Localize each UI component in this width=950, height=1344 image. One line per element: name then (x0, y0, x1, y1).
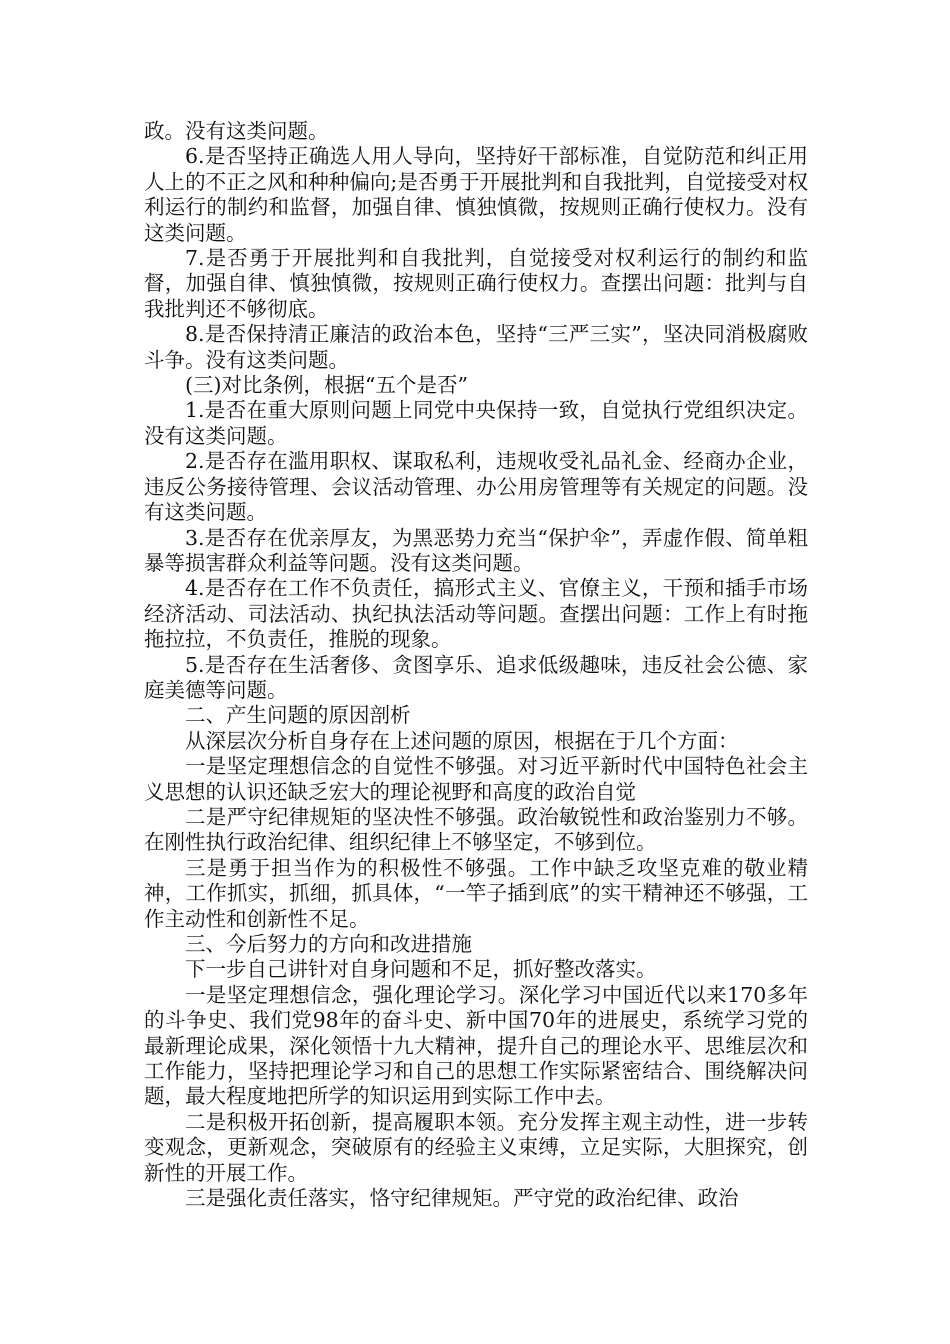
paragraph: 三、今后努力的方向和改进措施 (185, 932, 472, 956)
paragraph: 三是强化责任落实，恪守纪律规矩。严守党的政治纪律、政治 (185, 1186, 739, 1211)
paragraph: 6.是否坚持正确选人用人导向，坚持好干部标准，自觉防范和纠正用人上的不正之风和种种偏向;是否勇于开展批判和自我批判，自觉接受对权利运行的制约和监督，加强自律、慎独慎微，按规则正确行使权力。没有这类问题。 (144, 144, 808, 245)
paragraph: 二、产生问题的原因剖析 (185, 703, 411, 728)
paragraph: 5.是否存在生活奢侈、贪图享乐、追求低级趣味，违反社会公德、家庭美德等问题。 (144, 652, 808, 702)
paragraph: 三是勇于担当作为的积极性不够强。工作中缺乏攻坚克难的敬业精神，工作抓实，抓细，抓具体，“一竿子插到底”的实干精神还不够强，工作主动性和创新性不足。 (144, 855, 808, 931)
paragraph: 2.是否存在滥用职权、谋取私利，违规收受礼品礼金、经商办企业，违反公务接待管理、会议活动管理、办公用房管理等有关规定的问题。没有这类问题。 (144, 449, 808, 525)
paragraph: 二是积极开拓创新，提高履职本领。充分发挥主观主动性，进一步转变观念，更新观念，突破原有的经验主义束缚，立足实际，大胆探究，创新性的开展工作。 (144, 1109, 808, 1185)
paragraph: 4.是否存在工作不负责任，搞形式主义、官僚主义，干预和插手市场经济活动、司法活动、执纪执法活动等问题。查摆出问题：工作上有时拖拖拉拉，不负责任，推脱的现象。 (144, 576, 808, 652)
paragraph: 7.是否勇于开展批判和自我批判，自觉接受对权利运行的制约和监督，加强自律、慎独慎微，按规则正确行使权力。查摆出问题：批判与自我批判还不够彻底。 (144, 246, 808, 321)
paragraph: 二是严守纪律规矩的坚决性不够强。政治敏锐性和政治鉴别力不够。在刚性执行政治纪律、组织纪律上不够坚定，不够到位。 (144, 804, 808, 855)
paragraph: 1.是否在重大原则问题上同党中央保持一致，自觉执行党组织决定。没有这类问题。 (144, 398, 808, 448)
paragraph: 下一步自己讲针对自身问题和不足，抓好整改落实。 (185, 957, 657, 982)
paragraph: 政。没有这类问题。 (144, 119, 329, 143)
paragraph: 3.是否存在优亲厚友，为黑恶势力充当“保护伞”，弄虚作假、简单粗暴等损害群众利益等问题。没有这类问题。 (144, 525, 808, 575)
paragraph: 一是坚定理想信念的自觉性不够强。对习近平新时代中国特色社会主义思想的认识还缺乏宏大的理论视野和高度的政治自觉 (144, 754, 808, 804)
paragraph: 一是坚定理想信念，强化理论学习。深化学习中国近代以来170多年的斗争史、我们党98年的奋斗史、新中国70年的进展史，系统学习党的最新理论成果，深化领悟十九大精神，提升自己的理论水平、思维层次和工作能力，坚持把理论学习和自己的思想工作实际紧密结合、围绕解决问题，最大程度地把所学的知识运用到实际工作中去。 (144, 982, 808, 1109)
paragraph: 8.是否保持清正廉洁的政治本色，坚持“三严三实”，坚决同消极腐败斗争。没有这类问题。 (144, 322, 808, 372)
document-body (144, 119, 808, 1211)
paragraph: 从深层次分析自身存在上述问题的原因，根据在于几个方面： (185, 728, 739, 753)
paragraph: (三)对比条例，根据“五个是否” (185, 373, 468, 398)
